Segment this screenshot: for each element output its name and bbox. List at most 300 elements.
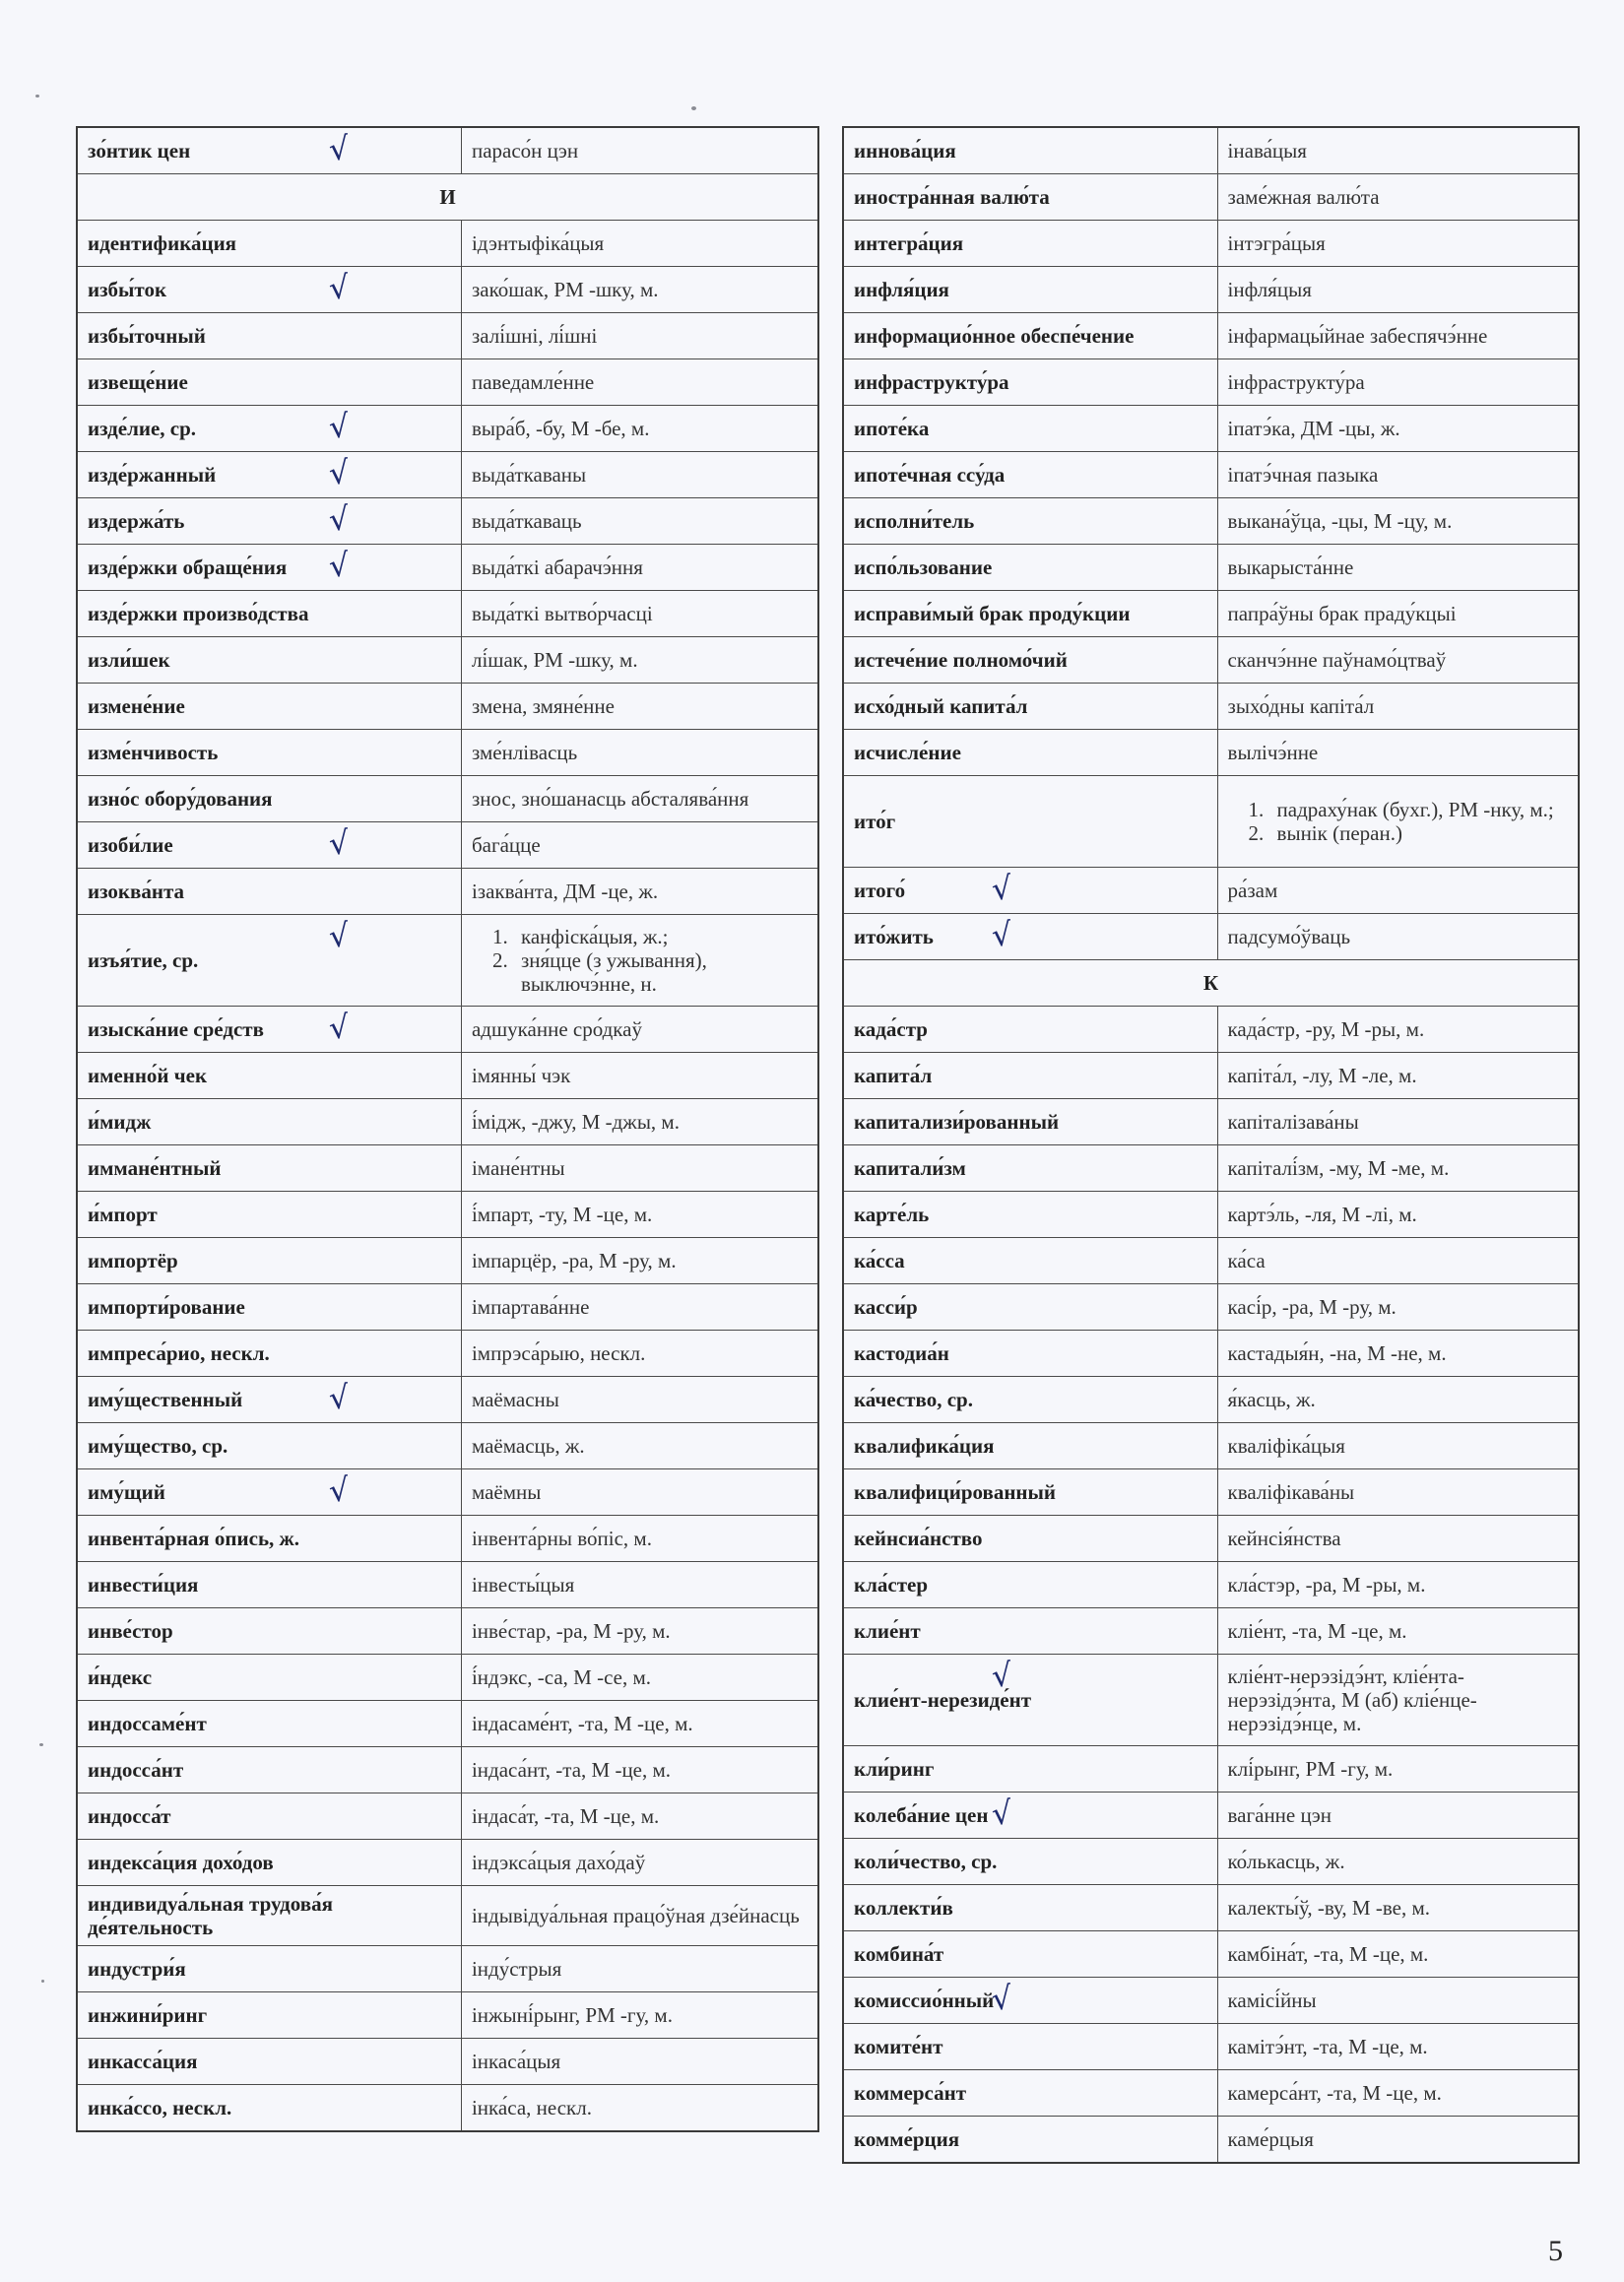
entry-row: [843, 684, 1579, 730]
russian-term: [77, 313, 461, 359]
belarusian-translation: клі́рынг, РМ -гу, м.: [1217, 1746, 1579, 1793]
russian-term: [843, 1516, 1217, 1562]
belarusian-translation: маёмны: [461, 1469, 818, 1516]
handwritten-check-mark: √: [327, 129, 352, 168]
russian-term: [77, 1886, 461, 1946]
entry-row: [843, 406, 1579, 452]
entry-row: [843, 591, 1579, 637]
russian-term-text: колеба́ние цен: [854, 1803, 989, 1827]
russian-term-text: ка́чество, ср.: [854, 1388, 973, 1411]
belarusian-translation: картэ́ль, -ля, М -лі, м.: [1217, 1192, 1579, 1238]
russian-term: [843, 1007, 1217, 1053]
entry-row: [77, 1053, 818, 1099]
entry-row: [843, 1007, 1579, 1053]
belarusian-translation: індаса́т, -та, М -це, м.: [461, 1793, 818, 1840]
entry-row: [77, 1655, 818, 1701]
russian-term-text: изно́с обору́дования: [88, 787, 273, 811]
russian-term-text: индустри́я: [88, 1957, 186, 1981]
russian-term-text: инве́стор: [88, 1619, 173, 1643]
entry-row: [843, 1238, 1579, 1284]
russian-term-text: импреса́рио, нескл.: [88, 1341, 270, 1365]
entry-row: [843, 1192, 1579, 1238]
russian-term-text: иностра́нная валю́та: [854, 185, 1050, 209]
section-row: [843, 960, 1579, 1007]
entry-row: [843, 127, 1579, 174]
russian-term-text: изде́ржанный: [88, 463, 217, 487]
russian-term-text: индоссаме́нт: [88, 1712, 207, 1735]
russian-term: [843, 1746, 1217, 1793]
russian-term-text: инкасса́ция: [88, 2050, 198, 2073]
handwritten-check-mark: √: [990, 1793, 1014, 1833]
russian-term-text: итого́: [854, 879, 906, 902]
section-row: [77, 174, 818, 221]
belarusian-translation: ко́лькасць, ж.: [1217, 1839, 1579, 1885]
entry-row: [77, 684, 818, 730]
entry-row: [843, 452, 1579, 498]
entry-row: [77, 1793, 818, 1840]
belarusian-translation: выкарыста́нне: [1217, 545, 1579, 591]
entry-row: [77, 221, 818, 267]
russian-term-text: исправи́мый брак проду́кции: [854, 602, 1131, 625]
belarusian-translation: іпатэ́ка, ДМ -цы, ж.: [1217, 406, 1579, 452]
entry-row: [843, 1331, 1579, 1377]
russian-term: [843, 1331, 1217, 1377]
entry-row: [843, 267, 1579, 313]
entry-row: [77, 498, 818, 545]
belarusian-translation: выкана́ўца, -цы, М -цу, м.: [1217, 498, 1579, 545]
entry-row: [843, 1516, 1579, 1562]
belarusian-translation: папра́ўны брак праду́кцыі: [1217, 591, 1579, 637]
russian-term: [843, 1377, 1217, 1423]
belarusian-translation: сканчэ́нне паўнамо́цтваў: [1217, 637, 1579, 684]
belarusian-translation: інду́стрыя: [461, 1946, 818, 1992]
russian-term-text: избы́ток: [88, 278, 167, 301]
russian-term-text: и́мпорт: [88, 1203, 158, 1226]
russian-term: [77, 1192, 461, 1238]
russian-term: [843, 591, 1217, 637]
entry-row: [77, 637, 818, 684]
russian-term: [77, 1377, 461, 1423]
belarusian-translation: вага́нне цэн: [1217, 1793, 1579, 1839]
belarusian-translation: інава́цыя: [1217, 127, 1579, 174]
belarusian-translation: ідэнтыфіка́цыя: [461, 221, 818, 267]
russian-term: [77, 1238, 461, 1284]
page-number: 5: [1548, 2235, 1563, 2267]
section-letter: К: [843, 960, 1579, 1007]
entry-row: [843, 1839, 1579, 1885]
russian-term-text: комите́нт: [854, 2035, 943, 2058]
belarusian-translation: інфармацы́йнае забеспячэ́нне: [1217, 313, 1579, 359]
entry-row: [77, 1238, 818, 1284]
entry-row: [843, 1793, 1579, 1839]
entry-row: [77, 1007, 818, 1053]
entry-row: [843, 174, 1579, 221]
entry-row: [77, 545, 818, 591]
belarusian-translation: індывідуа́льная працо́ўная дзе́йнасць: [461, 1886, 818, 1946]
entry-row: [843, 776, 1579, 868]
belarusian-translation: інфраструкту́ра: [1217, 359, 1579, 406]
entry-row: [77, 1840, 818, 1886]
russian-term: [77, 1608, 461, 1655]
belarusian-translation: [1217, 776, 1579, 868]
russian-term-text: коммерса́нт: [854, 2081, 967, 2105]
russian-term: [77, 1793, 461, 1840]
belarusian-translation: індаса́нт, -та, М -це, м.: [461, 1747, 818, 1793]
russian-term: [77, 1655, 461, 1701]
belarusian-translation: індасаме́нт, -та, М -це, м.: [461, 1701, 818, 1747]
belarusian-translation: капіталі́зм, -му, М -ме, м.: [1217, 1145, 1579, 1192]
entry-row: [77, 1992, 818, 2039]
belarusian-translation: кліе́нт, -та, М -це, м.: [1217, 1608, 1579, 1655]
russian-term-text: изде́лие, ср.: [88, 417, 197, 440]
russian-term: [843, 1145, 1217, 1192]
handwritten-check-mark: √: [327, 916, 352, 955]
handwritten-check-mark: √: [990, 869, 1014, 908]
russian-term-text: комме́рция: [854, 2127, 960, 2151]
russian-term-text: иму́щество, ср.: [88, 1434, 228, 1458]
russian-term-text: инка́ссо, нескл.: [88, 2096, 232, 2119]
belarusian-translation: іпатэ́чная пазыка: [1217, 452, 1579, 498]
russian-term-text: изоква́нта: [88, 880, 185, 903]
entry-row: [843, 1284, 1579, 1331]
russian-term-text: исчисле́ние: [854, 741, 961, 764]
entry-row: [77, 915, 818, 1007]
russian-term: [77, 452, 461, 498]
handwritten-check-mark: √: [327, 546, 352, 585]
russian-term: [843, 127, 1217, 174]
russian-term: [843, 174, 1217, 221]
russian-term: [843, 452, 1217, 498]
russian-term-text: коллекти́в: [854, 1896, 953, 1920]
entry-row: [77, 359, 818, 406]
russian-term: [843, 637, 1217, 684]
russian-term: [843, 2117, 1217, 2164]
russian-term: [77, 1331, 461, 1377]
russian-term-text: комбина́т: [854, 1942, 944, 1966]
russian-term-text: индосса́т: [88, 1804, 171, 1828]
belarusian-translation: бага́цце: [461, 822, 818, 869]
russian-term: [843, 1839, 1217, 1885]
russian-term-text: инфраструкту́ра: [854, 370, 1009, 394]
belarusian-translation: імянны́ чэк: [461, 1053, 818, 1099]
russian-term-text: иннова́ция: [854, 139, 956, 163]
entry-row: [843, 1377, 1579, 1423]
entry-row: [77, 127, 818, 174]
right-column: [842, 126, 1580, 2164]
belarusian-translation: і́мідж, -джу, М -джы, м.: [461, 1099, 818, 1145]
russian-term-text: касси́р: [854, 1295, 918, 1319]
belarusian-translation: касі́р, -ра, М -ру, м.: [1217, 1284, 1579, 1331]
russian-term: [843, 730, 1217, 776]
entry-row: [843, 1562, 1579, 1608]
russian-term-text: изде́ржки произво́дства: [88, 602, 309, 625]
russian-term-text: ито́г: [854, 810, 896, 833]
entry-row: [843, 2024, 1579, 2070]
translation-list-item: 1. канфіска́цыя, ж.;: [513, 925, 808, 948]
entry-row: [77, 591, 818, 637]
belarusian-translation: зако́шак, РМ -шку, м.: [461, 267, 818, 313]
russian-term-text: извеще́ние: [88, 370, 188, 394]
entry-row: [77, 452, 818, 498]
belarusian-translation: кваліфікава́ны: [1217, 1469, 1579, 1516]
entry-row: [77, 869, 818, 915]
entry-row: [843, 1053, 1579, 1099]
russian-term-text: ипоте́ка: [854, 417, 930, 440]
entry-row: [843, 1746, 1579, 1793]
russian-term: [77, 915, 461, 1007]
russian-term: [77, 730, 461, 776]
scan-speck: [691, 106, 696, 110]
russian-term-text: изде́ржки обраще́ния: [88, 555, 288, 579]
belarusian-translation: капіта́л, -лу, М -ле, м.: [1217, 1053, 1579, 1099]
belarusian-translation: зме́нлівасць: [461, 730, 818, 776]
russian-term-text: индивидуа́льная трудова́я де́ятельность: [88, 1892, 333, 1939]
handwritten-check-mark: √: [327, 268, 352, 307]
belarusian-translation: адшука́нне сро́дкаў: [461, 1007, 818, 1053]
russian-term: [843, 221, 1217, 267]
dictionary-table-left: [76, 126, 819, 2132]
belarusian-translation: када́стр, -ру, М -ры, м.: [1217, 1007, 1579, 1053]
russian-term: [77, 406, 461, 452]
russian-term: [77, 1145, 461, 1192]
russian-term-text: индекса́ция дохо́дов: [88, 1851, 274, 1874]
russian-term: [77, 637, 461, 684]
belarusian-translation: ра́зам: [1217, 868, 1579, 914]
handwritten-check-mark: √: [327, 1470, 352, 1510]
belarusian-translation: ізаква́нта, ДМ -це, ж.: [461, 869, 818, 915]
handwritten-check-mark: √: [990, 1979, 1014, 2018]
russian-term: [843, 406, 1217, 452]
russian-term: [77, 1053, 461, 1099]
entry-row: [77, 822, 818, 869]
russian-term-text: када́стр: [854, 1017, 928, 1041]
belarusian-translation: інжыні́рынг, РМ -гу, м.: [461, 1992, 818, 2039]
russian-term-text: инвента́рная о́пись, ж.: [88, 1527, 300, 1550]
entry-row: [77, 1377, 818, 1423]
russian-term: [77, 1099, 461, 1145]
entry-row: [77, 1331, 818, 1377]
russian-term-text: идентифика́ция: [88, 231, 237, 255]
belarusian-translation: ка́са: [1217, 1238, 1579, 1284]
russian-term-text: иму́щественный: [88, 1388, 243, 1411]
belarusian-translation: парасо́н цэн: [461, 127, 818, 174]
entry-row: [843, 1655, 1579, 1746]
belarusian-translation: [461, 915, 818, 1007]
scan-speck: [35, 95, 39, 98]
scan-speck: [41, 1980, 44, 1983]
russian-term: [843, 2024, 1217, 2070]
entry-row: [843, 1931, 1579, 1978]
russian-term-text: изме́нчивость: [88, 741, 219, 764]
russian-term: [77, 1516, 461, 1562]
russian-term-text: ка́сса: [854, 1249, 905, 1272]
belarusian-translation: імпрэса́рыю, нескл.: [461, 1331, 818, 1377]
russian-term: [843, 1192, 1217, 1238]
belarusian-translation: заме́жная валю́та: [1217, 174, 1579, 221]
russian-term: [77, 359, 461, 406]
belarusian-translation: інфля́цыя: [1217, 267, 1579, 313]
russian-term: [843, 1793, 1217, 1839]
entry-row: [77, 1284, 818, 1331]
russian-term-text: именно́й чек: [88, 1064, 208, 1087]
russian-term: [843, 1469, 1217, 1516]
russian-term: [843, 1284, 1217, 1331]
russian-term-text: капитали́зм: [854, 1156, 966, 1180]
russian-term: [843, 498, 1217, 545]
translation-list-item: 2. вынік (перан.): [1269, 821, 1568, 845]
translation-list-item: 2. зня́цце (з ужывання), выключэ́нне, н.: [513, 948, 808, 996]
entry-row: [843, 868, 1579, 914]
russian-term-text: капита́л: [854, 1064, 933, 1087]
russian-term: [77, 1007, 461, 1053]
belarusian-translation: імпартава́нне: [461, 1284, 818, 1331]
russian-term: [843, 1238, 1217, 1284]
entry-row: [77, 1423, 818, 1469]
russian-term: [77, 776, 461, 822]
entry-row: [843, 221, 1579, 267]
belarusian-translation: імпарцёр, -ра, М -ру, м.: [461, 1238, 818, 1284]
belarusian-translation: каме́рцыя: [1217, 2117, 1579, 2164]
belarusian-translation: залі́шні, лі́шні: [461, 313, 818, 359]
scan-speck: [39, 1743, 43, 1746]
russian-term-text: иму́щий: [88, 1480, 165, 1504]
belarusian-translation: камітэ́нт, -та, М -це, м.: [1217, 2024, 1579, 2070]
entry-row: [77, 1886, 818, 1946]
belarusian-translation: зыхо́дны капіта́л: [1217, 684, 1579, 730]
russian-term-text: кейнсиа́нство: [854, 1527, 983, 1550]
russian-term: [843, 1423, 1217, 1469]
russian-term: [843, 868, 1217, 914]
russian-term-text: изли́шек: [88, 648, 170, 672]
handwritten-check-mark: √: [327, 1378, 352, 1417]
handwritten-check-mark: √: [327, 823, 352, 863]
belarusian-translation: выра́б, -бу, М -бе, м.: [461, 406, 818, 452]
translation-list: [1228, 798, 1568, 845]
entry-row: [843, 1885, 1579, 1931]
belarusian-translation: калекты́ў, -ву, М -ве, м.: [1217, 1885, 1579, 1931]
belarusian-translation: вылічэ́нне: [1217, 730, 1579, 776]
belarusian-translation: выда́ткі абарачэ́ння: [461, 545, 818, 591]
russian-term: [77, 221, 461, 267]
translation-list-item: 1. падраху́нак (бухг.), РМ -нку, м.;: [1269, 798, 1568, 821]
russian-term-text: измене́ние: [88, 694, 185, 718]
russian-term-text: клие́нт: [854, 1619, 921, 1643]
russian-term: [77, 1284, 461, 1331]
belarusian-translation: маёмасны: [461, 1377, 818, 1423]
belarusian-translation: інве́стар, -ра, М -ру, м.: [461, 1608, 818, 1655]
russian-term-text: истече́ние полномо́чий: [854, 648, 1068, 672]
russian-term: [843, 914, 1217, 960]
entry-row: [843, 498, 1579, 545]
russian-term: [77, 684, 461, 730]
entry-row: [77, 1145, 818, 1192]
entry-row: [77, 1747, 818, 1793]
russian-term-text: индосса́нт: [88, 1758, 184, 1782]
entry-row: [77, 1701, 818, 1747]
entry-row: [77, 2039, 818, 2085]
entry-row: [843, 359, 1579, 406]
entry-row: [843, 313, 1579, 359]
belarusian-translation: імане́нтны: [461, 1145, 818, 1192]
entry-row: [843, 2117, 1579, 2164]
russian-term-text: инвести́ция: [88, 1573, 199, 1597]
entry-row: [843, 1145, 1579, 1192]
belarusian-translation: інвента́рны во́піс, м.: [461, 1516, 818, 1562]
russian-term-text: импортёр: [88, 1249, 178, 1272]
russian-term: [77, 1469, 461, 1516]
entry-row: [843, 730, 1579, 776]
russian-term: [77, 1747, 461, 1793]
belarusian-translation: і́ндэкс, -са, М -се, м.: [461, 1655, 818, 1701]
belarusian-translation: выда́ткі вытво́рчасці: [461, 591, 818, 637]
entry-row: [77, 776, 818, 822]
russian-term: [77, 1423, 461, 1469]
russian-term-text: изъя́тие, ср.: [88, 948, 199, 972]
entry-row: [77, 313, 818, 359]
entry-row: [77, 1469, 818, 1516]
russian-term: [843, 545, 1217, 591]
belarusian-translation: інкаса́цыя: [461, 2039, 818, 2085]
belarusian-translation: інвесты́цыя: [461, 1562, 818, 1608]
belarusian-translation: я́касць, ж.: [1217, 1377, 1579, 1423]
russian-term-text: кли́ринг: [854, 1757, 935, 1781]
russian-term-text: импорти́рование: [88, 1295, 245, 1319]
russian-term: [77, 2039, 461, 2085]
russian-term-text: иммане́нтный: [88, 1156, 222, 1180]
entry-row: [843, 1423, 1579, 1469]
entry-row: [77, 267, 818, 313]
entry-row: [77, 1562, 818, 1608]
belarusian-translation: камерса́нт, -та, М -це, м.: [1217, 2070, 1579, 2117]
belarusian-translation: выда́ткаваны: [461, 452, 818, 498]
russian-term: [843, 1655, 1217, 1746]
russian-term-text: капитализи́рованный: [854, 1110, 1060, 1134]
russian-term: [843, 1931, 1217, 1978]
entry-row: [843, 1099, 1579, 1145]
russian-term-text: интегра́ция: [854, 231, 964, 255]
russian-term: [843, 267, 1217, 313]
russian-term-text: избы́точный: [88, 324, 206, 348]
entry-row: [843, 2070, 1579, 2117]
russian-term: [843, 1053, 1217, 1099]
russian-term-text: инжини́ринг: [88, 2003, 208, 2027]
belarusian-translation: паведамле́нне: [461, 359, 818, 406]
russian-term-text: изыска́ние сре́дств: [88, 1017, 264, 1041]
entry-row: [843, 914, 1579, 960]
russian-term-text: коли́чество, ср.: [854, 1850, 998, 1873]
russian-term-text: ипоте́чная ссу́да: [854, 463, 1006, 487]
russian-term-text: клие́нт-нерезиде́нт: [854, 1688, 1032, 1712]
belarusian-translation: і́мпарт, -ту, М -це, м.: [461, 1192, 818, 1238]
russian-term-text: инфля́ция: [854, 278, 949, 301]
handwritten-check-mark: √: [327, 453, 352, 492]
dictionary-table-right: [842, 126, 1580, 2164]
russian-term-text: комиссио́нный: [854, 1989, 995, 2012]
russian-term: [843, 1608, 1217, 1655]
russian-term: [843, 1099, 1217, 1145]
russian-term-text: испо́льзование: [854, 555, 993, 579]
entry-row: [77, 1946, 818, 1992]
russian-term: [843, 2070, 1217, 2117]
belarusian-translation: інтэгра́цыя: [1217, 221, 1579, 267]
russian-term: [77, 267, 461, 313]
entry-row: [843, 637, 1579, 684]
belarusian-translation: кастадыя́н, -на, М -не, м.: [1217, 1331, 1579, 1377]
handwritten-check-mark: √: [327, 1008, 352, 1047]
russian-term-text: квалифици́рованный: [854, 1480, 1057, 1504]
russian-term-text: исхо́дный капита́л: [854, 694, 1028, 718]
russian-term: [77, 1946, 461, 1992]
